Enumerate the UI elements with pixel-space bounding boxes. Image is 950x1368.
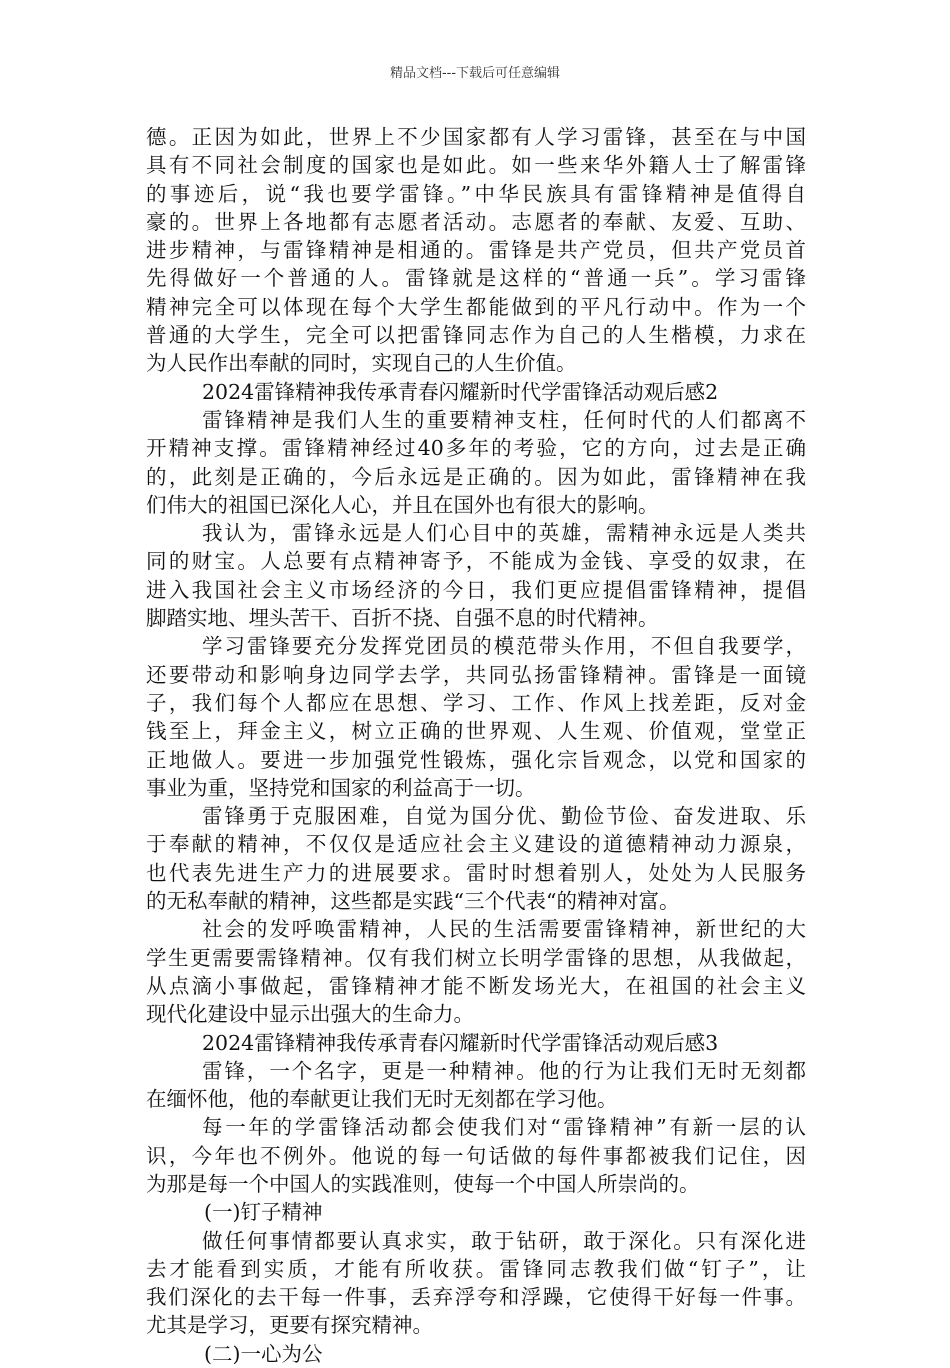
text-line: (一)钉子精神 — [204, 1200, 323, 1225]
text-line: 社会的发呼唤雷精神，人民的生活需要雷锋精神，新世纪的大 — [202, 917, 806, 942]
text-line: 现代化建设中显示出强大的生命力。 — [146, 1002, 474, 1027]
text-line: 雷锋精神是我们人生的重要精神支柱，任何时代的人们都离不 — [202, 407, 806, 432]
text-line: 雷锋勇于克服困难，自觉为国分优、勤俭节俭、奋发进取、乐 — [202, 804, 806, 829]
text-line: 于奉献的精神，不仅仅是适应社会主义建设的道德精神动力源泉， — [146, 832, 806, 857]
text-line: 钱至上，拜金主义，树立正确的世界观、人生观、价值观，堂堂正 — [146, 719, 806, 744]
text-line: 先得做好一个普通的人。雷锋就是这样的“普通一兵”。学习雷锋 — [146, 266, 806, 291]
text-line: 去才能看到实质，才能有所收获。雷锋同志教我们做“钉子”，让 — [146, 1256, 806, 1281]
text-line: 的，此刻是正确的，今后永远是正确的。因为如此，雷锋精神在我 — [146, 464, 806, 489]
text-line: 进步精神，与雷锋精神是相通的。雷锋是共产党员，但共产党员首 — [146, 238, 806, 263]
text-line: 2024雷锋精神我传承青春闪耀新时代学雷锋活动观后感2 — [202, 379, 719, 404]
text-line: 的事迹后，说“我也要学雷锋。”中华民族具有雷锋精神是值得自 — [146, 181, 806, 206]
text-line: 为人民作出奉献的同时，实现自己的人生价值。 — [146, 351, 577, 376]
text-line: (二)一心为公 — [204, 1341, 323, 1366]
text-line: 学生更需要需锋精神。仅有我们树立长明学雷锋的思想，从我做起， — [146, 945, 806, 970]
text-line: 学习雷锋要充分发挥党团员的模范带头作用，不但自我要学， — [202, 634, 806, 659]
text-line: 识，今年也不例外。他说的每一句话做的每件事都被我们记住，因 — [146, 1143, 806, 1168]
text-line: 从点滴小事做起，雷锋精神才能不断发场光大，在祖国的社会主义 — [146, 973, 806, 998]
text-line: 事业为重，坚持党和国家的利益高于一切。 — [146, 775, 536, 800]
text-line: 精神完全可以体现在每个大学生都能做到的平凡行动中。作为一个 — [146, 294, 806, 319]
text-line: 脚踏实地、埋头苦干、百折不挠、自强不息的时代精神。 — [146, 606, 659, 631]
text-line: 具有不同社会制度的国家也是如此。如一些来华外籍人士了解雷锋 — [146, 153, 806, 178]
text-line: 子，我们每个人都应在思想、学习、工作、作风上找差距，反对金 — [146, 690, 806, 715]
text-line: 2024雷锋精神我传承青春闪耀新时代学雷锋活动观后感3 — [202, 1030, 719, 1055]
text-line: 雷锋，一个名字，更是一种精神。他的行为让我们无时无刻都 — [202, 1058, 806, 1083]
text-line: 还要带动和影响身边同学去学，共同弘扬雷锋精神。雷锋是一面镜 — [146, 662, 806, 687]
text-line: 正地做人。要进一步加强党性锻炼，强化宗旨观念，以党和国家的 — [146, 747, 806, 772]
text-line: 德。正因为如此，世界上不少国家都有人学习雷锋，甚至在与中国 — [146, 125, 806, 149]
text-line: 做任何事情都要认真求实，敢于钻研，敢于深化。只有深化进 — [202, 1228, 806, 1253]
text-line: 在缅怀他，他的奉献更让我们无时无刻都在学习他。 — [146, 1087, 618, 1112]
text-line: 普通的大学生，完全可以把雷锋同志作为自己的人生楷模，力求在 — [146, 323, 806, 348]
text-line: 也代表先进生产力的进展要求。雷时时想着别人，处处为人民服务 — [146, 860, 806, 885]
text-line: 豪的。世界上各地都有志愿者活动。志愿者的奉献、友爱、互助、 — [146, 209, 806, 234]
text-line: 我们深化的去干每一件事，丢弃浮夸和浮躁，它使得干好每一件事。 — [146, 1285, 806, 1310]
text-line: 我认为，雷锋永远是人们心目中的英雄，需精神永远是人类共 — [202, 521, 806, 546]
text-line: 尤其是学习，更要有探究精神。 — [146, 1313, 433, 1338]
text-line: 为那是每一个中国人的实践准则，使每一个中国人所崇尚的。 — [146, 1171, 700, 1196]
text-line: 开精神支撑。雷锋精神经过40多年的考验，它的方向，过去是正确 — [146, 436, 806, 461]
text-line: 进入我国社会主义市场经济的今日，我们更应提倡雷锋精神，提倡 — [146, 577, 806, 602]
page-header: 精品文档---下载后可任意编辑 — [389, 66, 561, 81]
text-line: 每一年的学雷锋活动都会使我们对“雷锋精神”有新一层的认 — [202, 1115, 806, 1140]
document-body — [146, 123, 806, 1368]
text-line: 同的财宝。人总要有点精神寄予，不能成为金钱、享受的奴隶，在 — [146, 549, 806, 574]
text-line: 们伟大的祖国已深化人心，并且在国外也有很大的影响。 — [146, 492, 659, 517]
text-line: 的无私奉献的精神，这些都是实践“三个代表“的精神对富。 — [146, 889, 680, 914]
